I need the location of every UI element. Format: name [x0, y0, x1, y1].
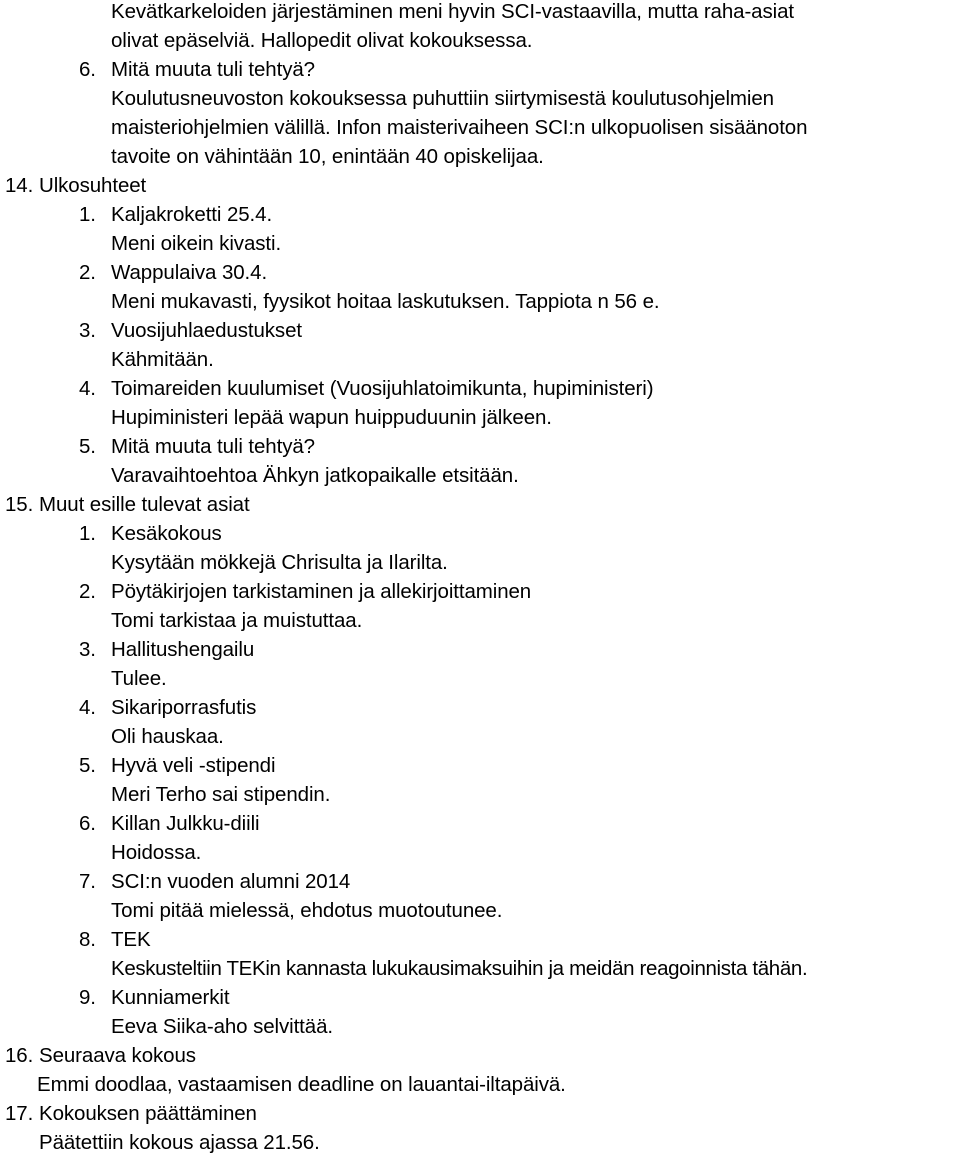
section-number: 17.: [5, 1102, 34, 1125]
item-body: Eeva Siika-aho selvittää.: [111, 1015, 333, 1038]
item-title: Killan Julkku-diili: [111, 812, 260, 835]
item-title: Kesäkokous: [111, 522, 222, 545]
item-title: Kaljakroketti 25.4.: [111, 203, 273, 226]
item-title: SCI:n vuoden alumni 2014: [111, 870, 351, 893]
item-body: Hupiministeri lepää wapun huippuduunin jälkeen.: [111, 406, 552, 429]
item-title: Mitä muuta tuli tehtyä?: [111, 435, 315, 458]
section-body: Päätettiin kokous ajassa 21.56.: [39, 1131, 320, 1154]
paragraph-line: maisteriohjelmien välillä. Infon maisterivaiheen SCI:n ulkopuolisen sisäänoton: [111, 116, 808, 139]
item-number: 7.: [79, 870, 96, 893]
item-body: Kähmitään.: [111, 348, 214, 371]
item-number: 2.: [79, 580, 96, 603]
item-title: Toimareiden kuulumiset (Vuosijuhlatoimikunta, hupiministeri): [111, 377, 654, 400]
item-body: Tulee.: [111, 667, 167, 690]
item-title: Mitä muuta tuli tehtyä?: [111, 58, 315, 81]
item-body: Meni oikein kivasti.: [111, 232, 282, 255]
section-number: 16.: [5, 1044, 34, 1067]
item-title: Pöytäkirjojen tarkistaminen ja allekirjoittaminen: [111, 580, 532, 603]
section-heading: Ulkosuhteet: [39, 174, 147, 197]
section-heading: Muut esille tulevat asiat: [39, 493, 250, 516]
item-title: Sikariporrasfutis: [111, 696, 257, 719]
item-body: Meri Terho sai stipendin.: [111, 783, 331, 806]
item-number: 8.: [79, 928, 96, 951]
item-body: Meni mukavasti, fyysikot hoitaa laskutuksen. Tappiota n 56 e.: [111, 290, 660, 313]
item-body: Kysytään mökkejä Chrisulta ja Ilarilta.: [111, 551, 448, 574]
item-title: Kunniamerkit: [111, 986, 230, 1009]
item-number: 5.: [79, 435, 96, 458]
item-body: Varavaihtoehtoa Ähkyn jatkopaikalle etsitään.: [111, 464, 519, 487]
item-body: Oli hauskaa.: [111, 725, 224, 748]
paragraph-line: Kevätkarkeloiden järjestäminen meni hyvin SCI-vastaavilla, mutta raha-asiat: [111, 0, 794, 23]
item-title: Hyvä veli -stipendi: [111, 754, 276, 777]
item-body: Tomi pitää mielessä, ehdotus muotoutunee.: [111, 899, 503, 922]
item-number: 4.: [79, 377, 96, 400]
item-title: Vuosijuhlaedustukset: [111, 319, 302, 342]
item-number: 1.: [79, 522, 96, 545]
item-number: 9.: [79, 986, 96, 1009]
item-number: 4.: [79, 696, 96, 719]
section-heading: Seuraava kokous: [39, 1044, 196, 1067]
section-body: Emmi doodlaa, vastaamisen deadline on lauantai-iltapäivä.: [37, 1073, 566, 1096]
item-body: Keskusteltiin TEKin kannasta lukukausimaksuihin ja meidän reagoinnista tähän.: [111, 957, 808, 980]
item-number: 1.: [79, 203, 96, 226]
paragraph-line: tavoite on vähintään 10, enintään 40 opiskelijaa.: [111, 145, 544, 168]
section-heading: Kokouksen päättäminen: [39, 1102, 257, 1125]
item-number: 2.: [79, 261, 96, 284]
section-number: 15.: [5, 493, 34, 516]
item-title: Hallitushengailu: [111, 638, 255, 661]
section-number: 14.: [5, 174, 34, 197]
paragraph-line: olivat epäselviä. Hallopedit olivat kokouksessa.: [111, 29, 533, 52]
paragraph-line: Koulutusneuvoston kokouksessa puhuttiin siirtymisestä koulutusohjelmien: [111, 87, 774, 110]
item-title: Wappulaiva 30.4.: [111, 261, 268, 284]
item-body: Tomi tarkistaa ja muistuttaa.: [111, 609, 363, 632]
item-number: 6.: [79, 58, 96, 81]
item-number: 5.: [79, 754, 96, 777]
item-number: 6.: [79, 812, 96, 835]
item-number: 3.: [79, 638, 96, 661]
item-number: 3.: [79, 319, 96, 342]
item-title: TEK: [111, 928, 151, 951]
item-body: Hoidossa.: [111, 841, 202, 864]
